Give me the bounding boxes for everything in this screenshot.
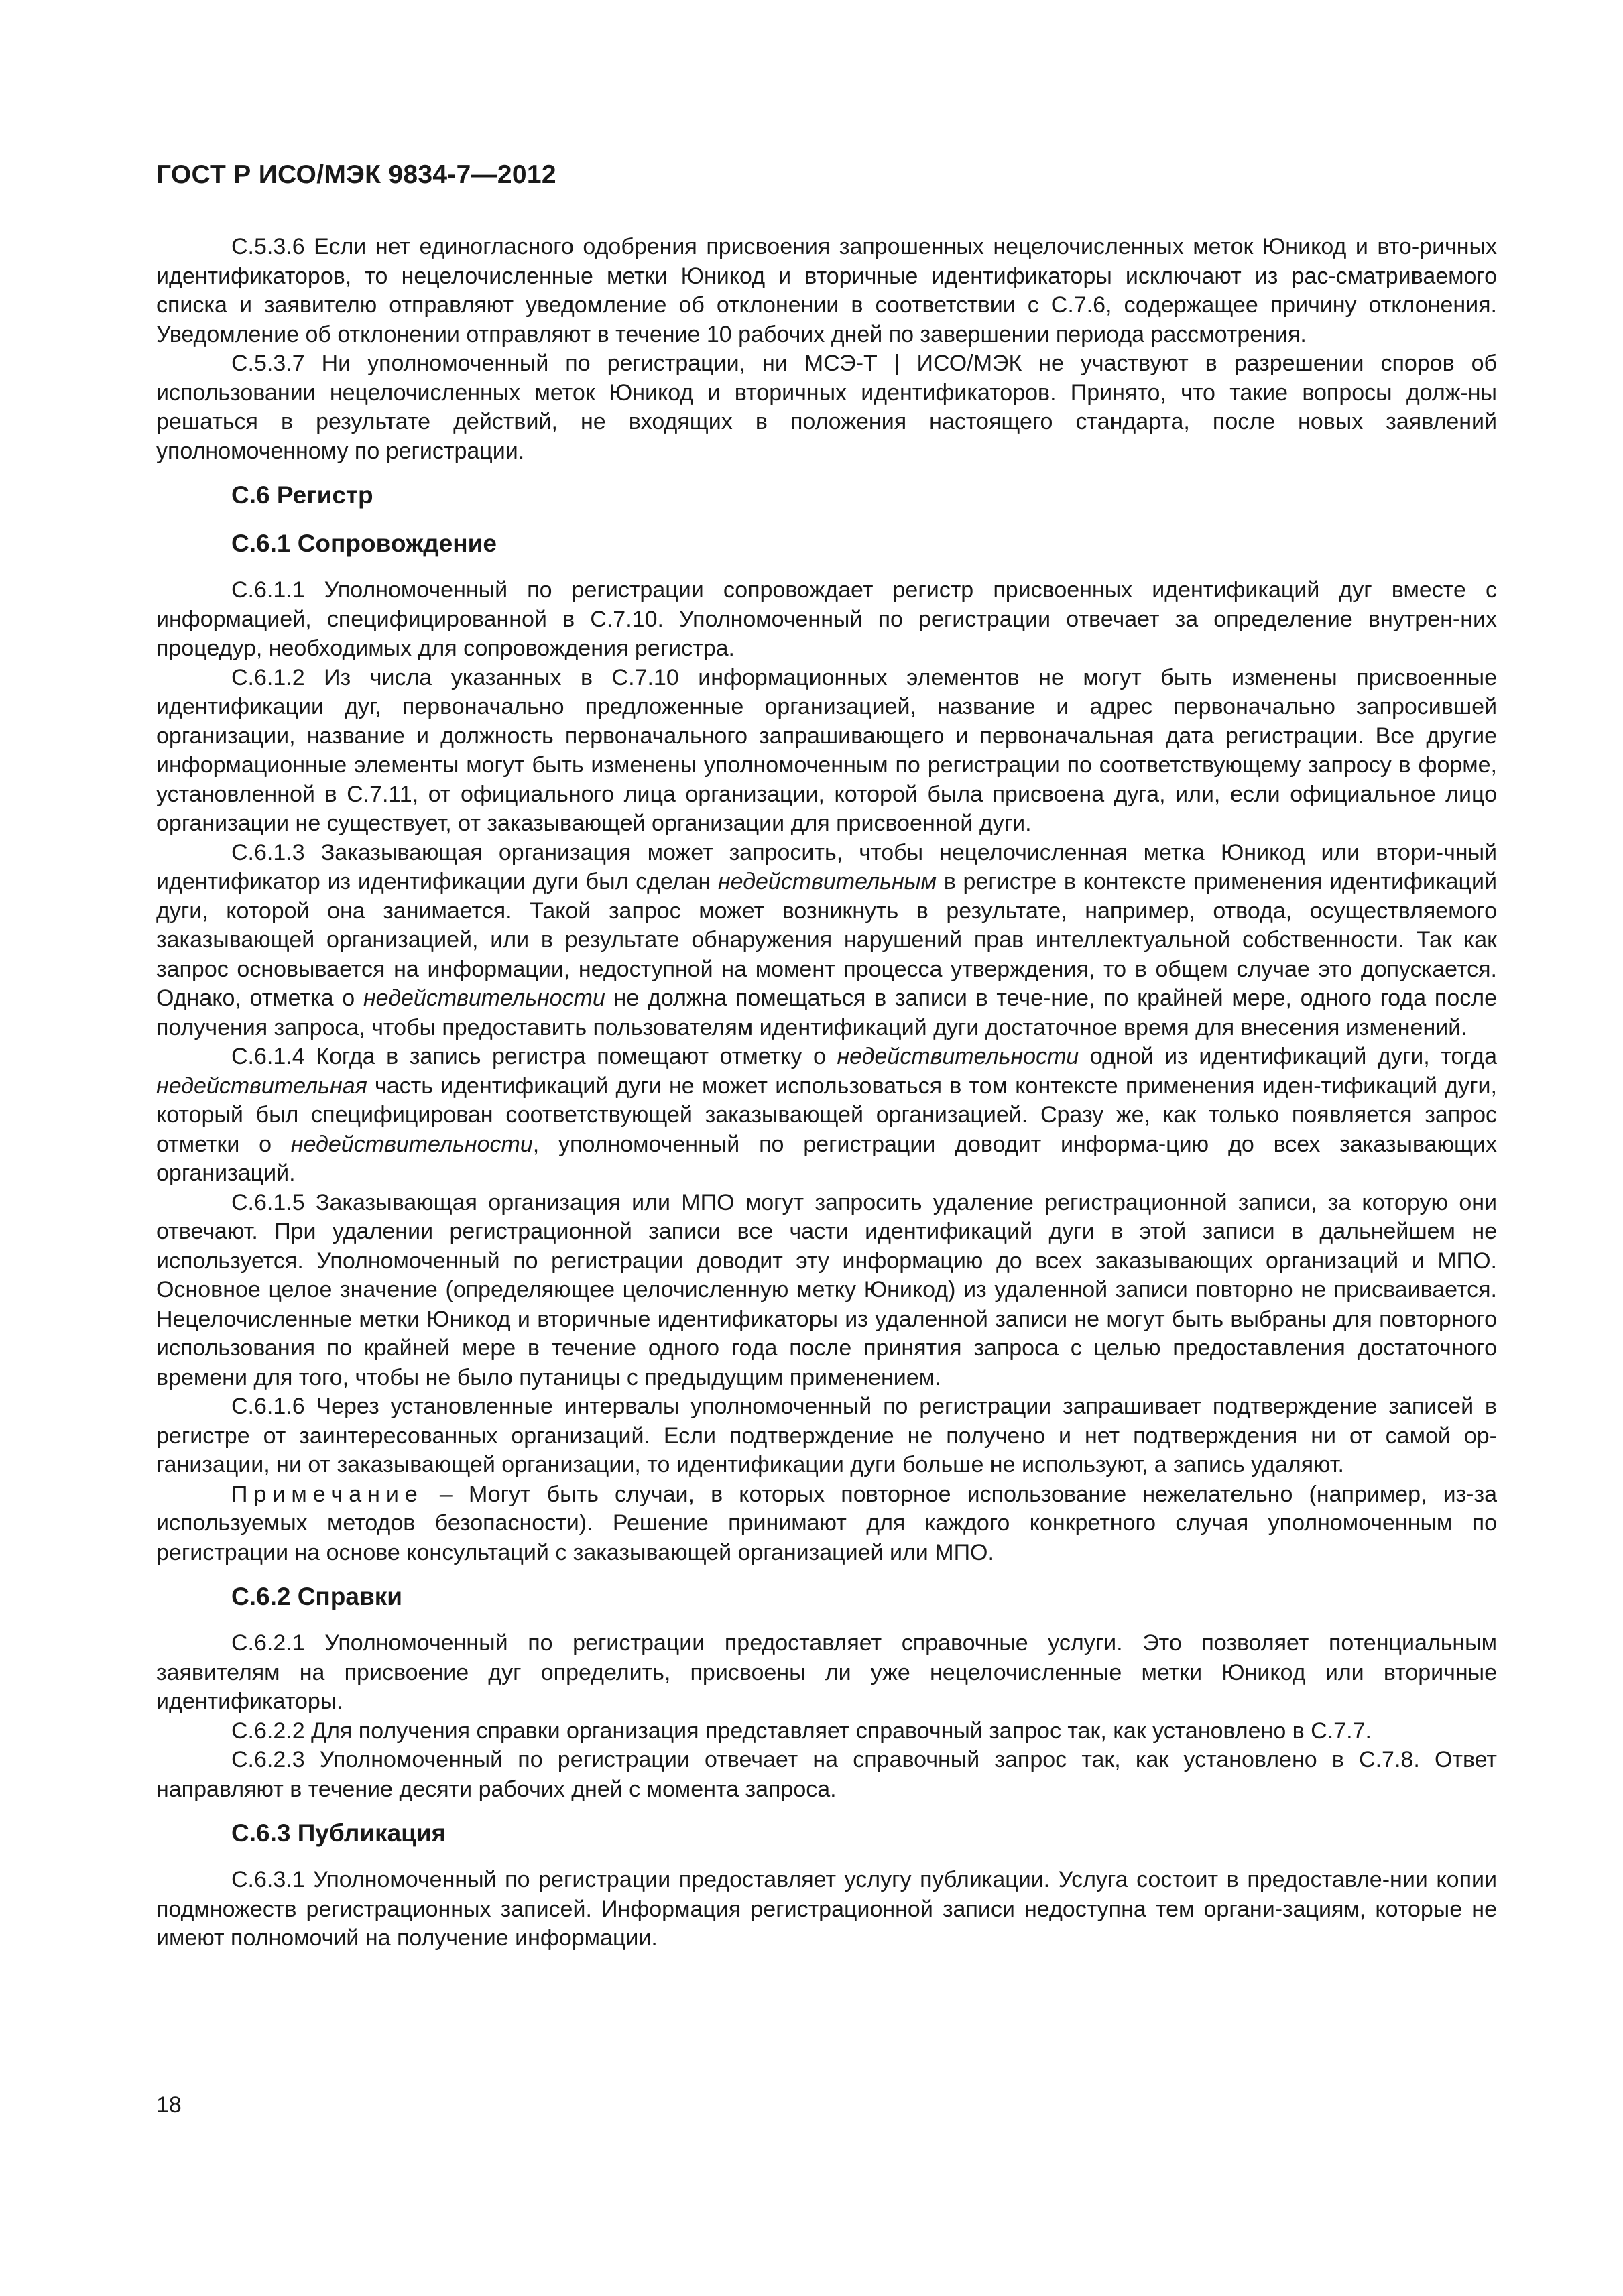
paragraph-c613-italic-b: недействительным [717, 869, 937, 894]
paragraph-c536: С.5.3.6 Если нет единогласного одобрения присвоения запрошенных нецелочисленных меток Юникод и вто-ричных идентификаторов, то нецелочисленные метки Юникод и вторичные идентификаторы исключают из рас-сматриваемого списка и заявителю отправляют уведомление об отклонении в соответствии с С.7.6, содержащее причину отклонения. Уведомление об отклонении отправляют в течение 10 рабочих дней по завершении периода рассмотрения. [156, 234, 1497, 347]
paragraph-c613-part-c: в регистре в контексте применения идентификаций дуги, которой она занимается. Такой запрос может возникнуть в результате, например, отвода, осуществляемого заказывающей организацией, или в результате обнаружения нарушений прав интеллектуальной собственности. Так как запрос основывается на информации, недоступной на момент процесса утверждения, то в общем случае это допускается. Однако, отметка о [156, 869, 1497, 1011]
section-heading-c6: С.6 Регистр [231, 481, 373, 509]
paragraph-c622: С.6.2.2 Для получения справки организация представляет справочный запрос так, как установлено в С.7.7. [231, 1717, 1372, 1744]
note-label: Примечание [231, 1481, 424, 1507]
paragraph-c614-italic-d: недействительная [156, 1073, 367, 1099]
paragraph-c614-part-e: часть идентификаций дуги не может использоваться в том контексте применения иден-тификаций дуги, который был специфицирован соответствующей заказывающей организацией. Сразу же, как только появляется запрос отметки о [156, 1073, 1497, 1157]
paragraph-c614 [156, 1042, 1497, 1189]
paragraph-c623: С.6.2.3 Уполномоченный по регистрации отвечает на справочный запрос так, как установлено в С.7.8. Ответ направляют в течение десяти рабочих дней с момента запроса. [156, 1747, 1497, 1802]
paragraph-c611: С.6.1.1 Уполномоченный по регистрации сопровождает регистр присвоенных идентификаций дуг вместе с информацией, специфицированной в С.7.10. Уполномоченный по регистрации отвечает за определение внутрен-них процедур, необходимых для сопровождения регистра. [156, 577, 1497, 661]
paragraph-c631: С.6.3.1 Уполномоченный по регистрации предоставляет услугу публикации. Услуга состоит в предоставле-нии копии подмножеств регистрационных записей. Информация регистрационной записи недоступна тем органи-зациям, которые не имеют полномочий на получение информации. [156, 1867, 1497, 1951]
paragraph-c613-part-e: не должна помещаться в записи в тече-ние, по крайней мере, одного года после получения запроса, чтобы предоставить пользователям идентификаций дуги достаточное время для внесения изменений. [156, 985, 1498, 1040]
document-header-title: ГОСТ Р ИСО/МЭК 9834-7—2012 [156, 160, 556, 189]
paragraph-c615: С.6.1.5 Заказывающая организация или МПО могут запросить удаление регистрационной записи, за которую они отвечают. При удалении регистрационной записи все части идентификаций дуги в этой записи в дальнейшем не используется. Уполномоченный по регистрации доводит эту информацию до всех заказывающих организаций и МПО. Основное целое значение (определяющее целочисленную метку Юникод) из удаленной записи повторно не присваивается. Нецелочисленные метки Юникод и вторичные идентификаторы из удаленной записи не могут быть выбраны для повторного использования по крайней мере в течение одного года после принятия запроса с целью предоставления достаточного времени для того, чтобы не было путаницы с предыдущим применением. [156, 1189, 1497, 1390]
note-paragraph [156, 1480, 1497, 1568]
document-page [156, 137, 1497, 2202]
paragraph-c614-italic-b: недействительности [837, 1044, 1079, 1069]
paragraph-c614-part-c: одной из идентификаций дуги, тогда [1079, 1044, 1497, 1069]
paragraph-c612: С.6.1.2 Из числа указанных в С.7.10 информационных элементов не могут быть изменены присвоенные идентификации дуг, первоначально предложенные организацией, название и адрес первоначально запросившей организации, название и должность первоначального запрашивающего и первоначальная дата регистрации. Все другие информационные элементы могут быть изменены уполномоченным по регистрации по соответствующему запросу в форме, установленной в С.7.11, от официального лица организации, которой была присвоена дуга, или, если официальное лицо организации не существует, от заказывающей организации для присвоенной дуги. [156, 664, 1497, 836]
paragraph-c614-part-a: С.6.1.4 Когда в запись регистра помещают отметку о [231, 1044, 837, 1069]
paragraph-c614-italic-f: недействительности [290, 1131, 533, 1157]
section-heading-c63: С.6.3 Публикация [231, 1819, 446, 1847]
paragraph-c621: С.6.2.1 Уполномоченный по регистрации предоставляет справочные услуги. Это позволяет потенциальным заявителям на присвоение дуг определить, присвоены ли уже нецелочисленные метки Юникод или вторичные идентификаторы. [156, 1630, 1497, 1714]
paragraph-c613 [156, 839, 1497, 1043]
paragraph-c537: С.5.3.7 Ни уполномоченный по регистрации, ни МСЭ-Т | ИСО/МЭК не участвуют в разрешении споров об использовании нецелочисленных меток Юникод и вторичных идентификаторов. Принято, что такие вопросы долж-ны решаться в результате действий, не входящих в положения настоящего стандарта, после новых заявлений уполномоченному по регистрации. [156, 351, 1497, 464]
paragraph-c616: С.6.1.6 Через установленные интервалы уполномоченный по регистрации запрашивает подтверждение записей в регистре от заинтересованных организаций. Если подтверждение не получено и нет подтверждения ни от самой ор-ганизации, ни от заказывающей организации, то идентификации дуги больше не используют, а запись удаляют. [156, 1394, 1497, 1477]
page-number: 18 [156, 2092, 182, 2118]
section-heading-c61: С.6.1 Сопровождение [231, 530, 497, 557]
paragraph-c613-italic-d: недействительности [363, 985, 605, 1011]
document-body [156, 233, 1497, 1953]
paragraph-c613-part-a: С.6.1.3 Заказывающая организация может запросить, чтобы нецелочисленная метка Юникод или втори-чный идентификатор из идентификации дуги был сделан [156, 839, 1497, 894]
paragraph-c614-part-g: , уполномоченный по регистрации доводит информа-цию до всех заказывающих организаций. [156, 1131, 1497, 1186]
section-heading-c62: С.6.2 Справки [231, 1583, 402, 1610]
note-text: – Могут быть случаи, в которых повторное использование нежелательно (например, из-за используемых методов безопасности). Решение принимают для каждого конкретного случая уполномоченным по регистрации на основе консультаций с заказывающей организацией или МПО. [156, 1481, 1497, 1565]
